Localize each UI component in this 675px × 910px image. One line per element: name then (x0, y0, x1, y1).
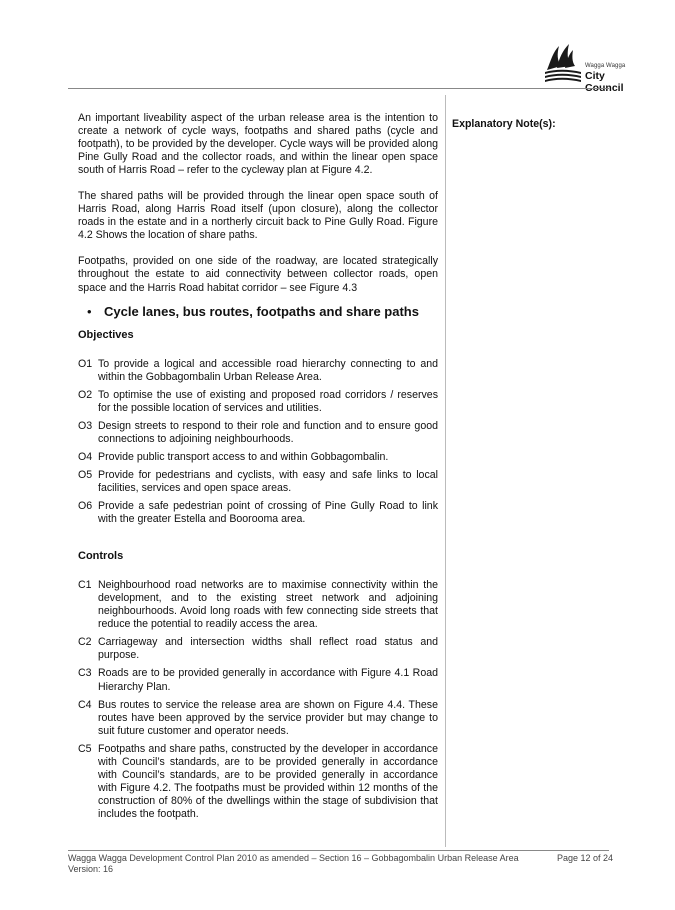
list-item (78, 579, 438, 631)
item-text: Footpaths and share paths, constructed by the developer in accordance with Council’s standards, are to be provided generally in accordance with Council’s standards, are to be provided generally in accordance with Figure 4.2. The footpaths must be provided within 12 months of the construction of 80% of the dwellings within the stage of subdivision that includes the footpath. (98, 742, 438, 820)
item-text: To provide a logical and accessible road hierarchy connecting to and within the Gobbagombalin Urban Release Area. (98, 357, 438, 383)
objectives-heading: Objectives (78, 328, 134, 341)
item-code: O4 (78, 450, 93, 463)
list-item (78, 500, 438, 526)
column-divider (445, 95, 446, 847)
controls-heading: Controls (78, 550, 124, 563)
list-item (78, 451, 438, 464)
paragraph-1: An important liveability aspect of the urban release area is the intention to create a network of cycle ways, footpaths and shared paths (cycle and footpath), to be provided by the developer. Cycle ways will be provided along Pine Gully Road and the collector roads, and within the linear open space south of Harris Road – refer to the cycleway plan at Figure 4.2. (78, 112, 438, 177)
list-item (78, 358, 438, 384)
controls-list (78, 579, 438, 821)
council-logo (543, 40, 633, 94)
list-item (78, 699, 438, 738)
logo-title: City Council (585, 70, 624, 94)
footer-version: Version: 16 (68, 864, 114, 874)
header-divider (68, 88, 609, 89)
item-code: O5 (78, 468, 93, 481)
footer-divider (68, 850, 609, 851)
item-text: Neighbourhood road networks are to maximise connectivity within the development, and to the existing street network and adjoining neighbourhoods. Avoid long roads with few connecting side streets that reduce the potential to readily access the area. (98, 579, 438, 631)
list-item (78, 469, 438, 495)
item-text: To optimise the use of existing and proposed road corridors / reserves for the possible location of services and utilities. (98, 388, 438, 414)
explanatory-notes-heading: Explanatory Note(s): (452, 118, 556, 130)
list-item (78, 420, 438, 446)
item-text: Provide a safe pedestrian point of crossing of Pine Gully Road to link with the greater Estella and Boorooma area. (98, 500, 438, 526)
bullet-heading-text: Cycle lanes, bus routes, footpaths and share paths (104, 303, 419, 319)
item-text: Provide for pedestrians and cyclists, with easy and safe links to local facilities, services and open space areas. (98, 468, 438, 494)
section-bullet-heading (78, 304, 438, 320)
item-code: O2 (78, 388, 93, 401)
item-text: Design streets to respond to their role and function and to ensure good connections to adjoining neighbourhoods. (98, 419, 438, 445)
item-code: C2 (78, 636, 92, 649)
list-item (78, 636, 438, 662)
item-text: Carriageway and intersection widths shall reflect road status and purpose. (98, 636, 438, 662)
main-content (78, 112, 438, 826)
item-code: O3 (78, 419, 93, 432)
paragraph-2: The shared paths will be provided through the linear open space south of Harris Road, along Harris Road itself (upon closure), along the collector roads in the estate and in a northerly circuit back to Pine Gully Road. Figure 4.2 Shows the location of share paths. (78, 190, 438, 242)
item-code: C4 (78, 698, 92, 711)
paragraph-3: Footpaths, provided on one side of the roadway, are located strategically throughout the estate to aid connectivity between collector roads, open space and the Harris Road habitat corridor – see Figure 4.3 (78, 255, 438, 294)
list-item (78, 743, 438, 821)
item-code: C1 (78, 579, 92, 592)
item-text: Provide public transport access to and within Gobbagombalin. (98, 450, 389, 463)
footer-left (68, 853, 538, 875)
item-code: O6 (78, 500, 93, 513)
item-text: Bus routes to service the release area are shown on Figure 4.4. These routes have been approved by the service provider but may change to suit future customer and operator needs. (98, 698, 438, 737)
council-emblem-icon (543, 40, 583, 84)
item-text: Roads are to be provided generally in accordance with Figure 4.1 Road Hierarchy Plan. (98, 667, 438, 693)
list-item (78, 667, 438, 693)
list-item (78, 389, 438, 415)
footer-document-title: Wagga Wagga Development Control Plan 2010 as amended – Section 16 – Gobbagombalin Urban Release Area (68, 853, 519, 863)
item-code: O1 (78, 357, 93, 370)
footer-page-number: Page 12 of 24 (556, 853, 613, 863)
bullet-icon: • (87, 303, 92, 319)
objectives-list (78, 358, 438, 527)
logo-subtitle: Wagga Wagga (585, 63, 626, 69)
item-code: C3 (78, 667, 92, 680)
item-code: C5 (78, 742, 92, 755)
